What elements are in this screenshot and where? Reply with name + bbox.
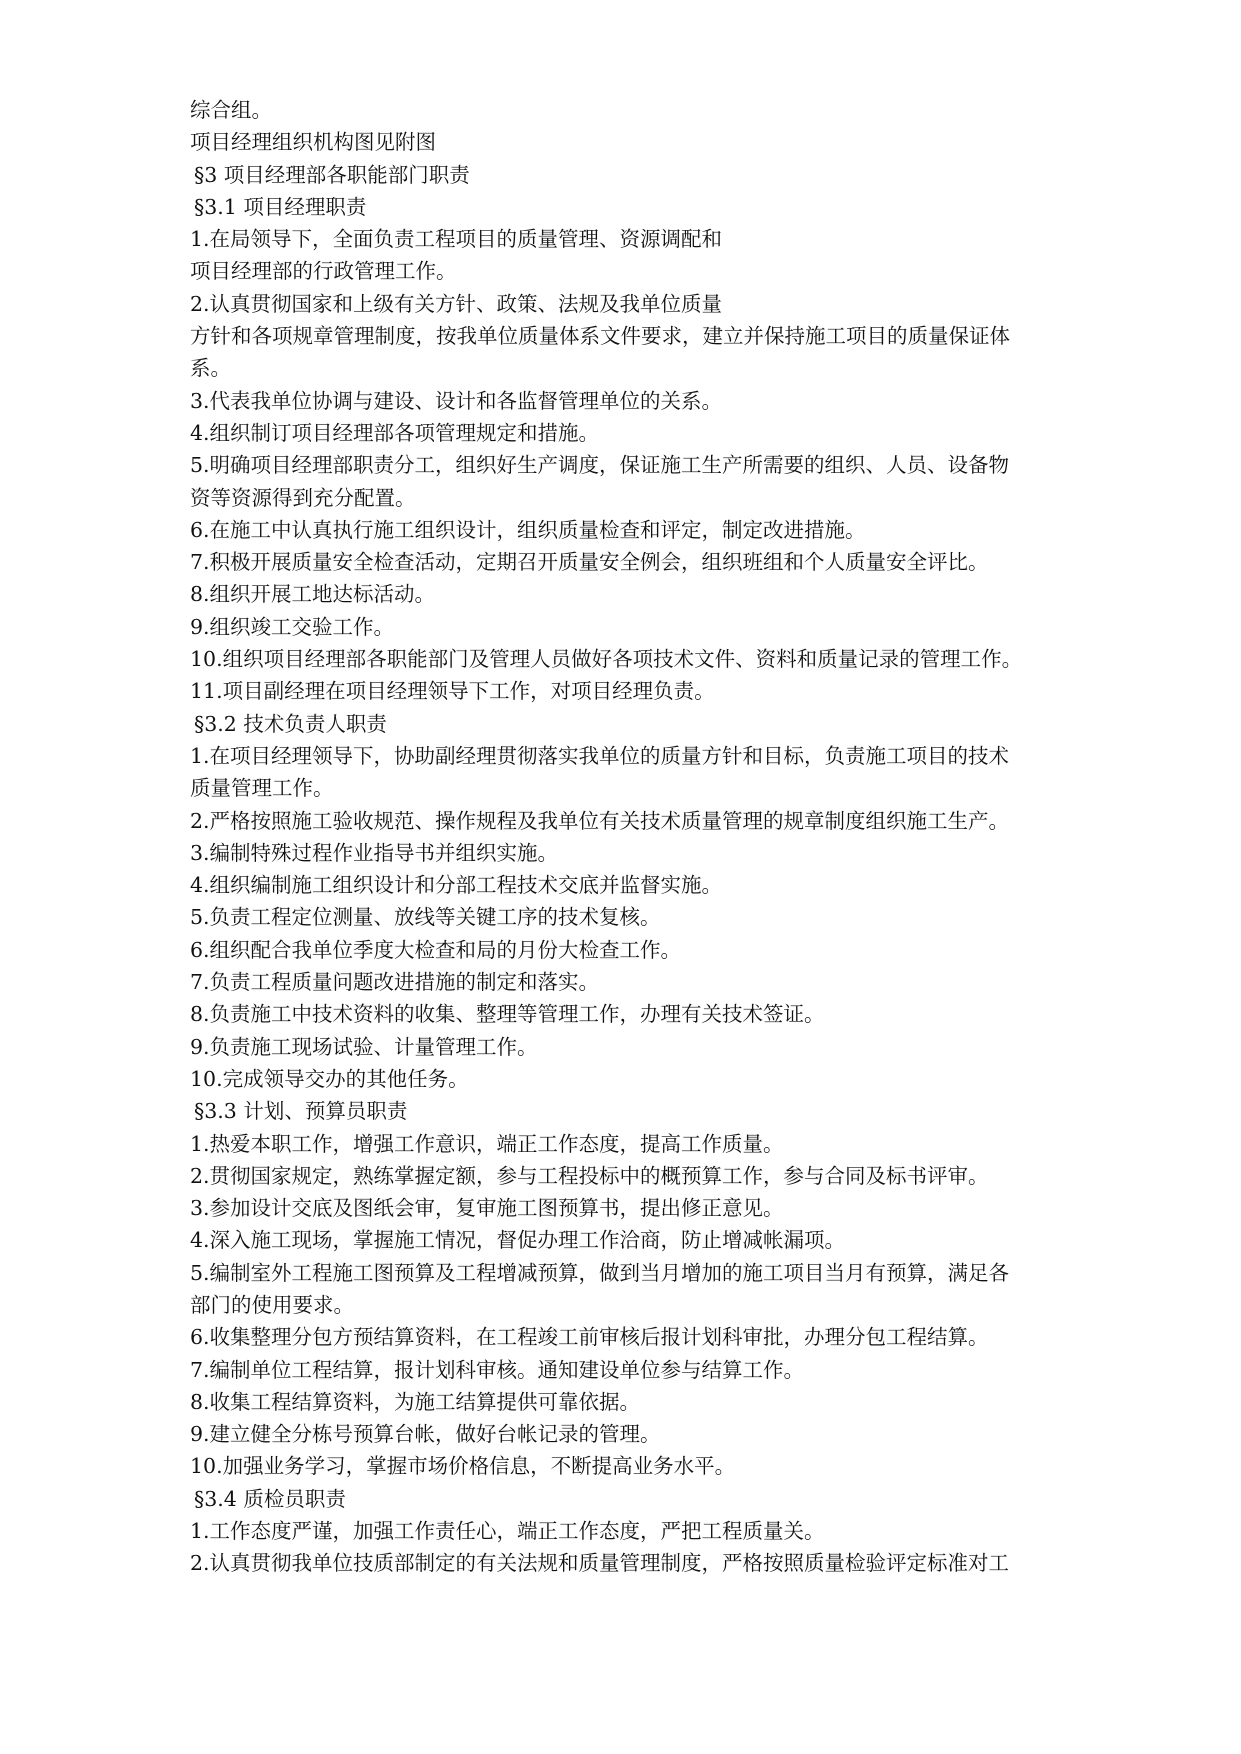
section-heading: §3 项目经理部各职能部门职责 bbox=[194, 162, 470, 187]
text-line: 6.收集整理分包方预结算资料，在工程竣工前审核后报计划科审批，办理分包工程结算。 bbox=[190, 1325, 989, 1350]
text-line: 8.收集工程结算资料，为施工结算提供可靠依据。 bbox=[190, 1389, 641, 1414]
text-line: 项目经理组织机构图见附图 bbox=[190, 130, 436, 155]
text-line: 2.认真贯彻国家和上级有关方针、政策、法规及我单位质量 bbox=[190, 291, 723, 316]
text-line: 10.组织项目经理部各职能部门及管理人员做好各项技术文件、资料和质量记录的管理工作。 bbox=[190, 647, 1023, 672]
text-line: 方针和各项规章管理制度，按我单位质量体系文件要求，建立并保持施工项目的质量保证体 bbox=[190, 324, 1010, 349]
text-line: 5.明确项目经理部职责分工，组织好生产调度，保证施工生产所需要的组织、人员、设备物 bbox=[190, 453, 1010, 478]
section-heading: §3.3 计划、预算员职责 bbox=[194, 1099, 408, 1124]
text-line: 1.在项目经理领导下，协助副经理贯彻落实我单位的质量方针和目标，负责施工项目的技术 bbox=[190, 743, 1010, 768]
text-line: 9.负责施工现场试验、计量管理工作。 bbox=[190, 1034, 538, 1059]
text-line: 2.严格按照施工验收规范、操作规程及我单位有关技术质量管理的规章制度组织施工生产。 bbox=[190, 808, 1010, 833]
text-line: 4.深入施工现场，掌握施工情况，督促办理工作洽商，防止增减帐漏项。 bbox=[190, 1228, 846, 1253]
document-body bbox=[190, 94, 1070, 1580]
text-line: 3.代表我单位协调与建设、设计和各监督管理单位的关系。 bbox=[190, 388, 723, 413]
text-line: 1.热爱本职工作，增强工作意识，端正工作态度，提高工作质量。 bbox=[190, 1131, 784, 1156]
text-line: 11.项目副经理在项目经理领导下工作，对项目经理负责。 bbox=[190, 679, 715, 704]
text-line: 系。 bbox=[190, 356, 231, 381]
text-line: 8.组织开展工地达标活动。 bbox=[190, 582, 436, 607]
text-line: 质量管理工作。 bbox=[190, 776, 334, 801]
text-line: 项目经理部的行政管理工作。 bbox=[190, 259, 457, 284]
section-heading: §3.4 质检员职责 bbox=[194, 1486, 346, 1511]
text-line: 10.加强业务学习，掌握市场价格信息，不断提高业务水平。 bbox=[190, 1454, 736, 1479]
text-line: 9.建立健全分栋号预算台帐，做好台帐记录的管理。 bbox=[190, 1422, 661, 1447]
text-line: 1.工作态度严谨，加强工作责任心，端正工作态度，严把工程质量关。 bbox=[190, 1519, 825, 1544]
text-line: 资等资源得到充分配置。 bbox=[190, 485, 416, 510]
text-line: 6.在施工中认真执行施工组织设计，组织质量检查和评定，制定改进措施。 bbox=[190, 517, 866, 542]
text-line: 5.编制室外工程施工图预算及工程增减预算，做到当月增加的施工项目当月有预算，满足各 bbox=[190, 1260, 1010, 1285]
text-line: 7.负责工程质量问题改进措施的制定和落实。 bbox=[190, 970, 600, 995]
text-line: 部门的使用要求。 bbox=[190, 1292, 354, 1317]
text-line: 综合组。 bbox=[190, 98, 272, 122]
text-line: 7.编制单位工程结算，报计划科审核。通知建设单位参与结算工作。 bbox=[190, 1357, 805, 1382]
text-line: 5.负责工程定位测量、放线等关键工序的技术复核。 bbox=[190, 905, 661, 930]
text-line: 9.组织竣工交验工作。 bbox=[190, 614, 395, 639]
text-line: 2.贯彻国家规定，熟练掌握定额，参与工程投标中的概预算工作，参与合同及标书评审。 bbox=[190, 1163, 989, 1188]
text-line: 3.参加设计交底及图纸会审，复审施工图预算书，提出修正意见。 bbox=[190, 1196, 784, 1221]
text-line: 3.编制特殊过程作业指导书并组织实施。 bbox=[190, 840, 559, 865]
section-heading: §3.1 项目经理职责 bbox=[194, 194, 367, 219]
text-line: 7.积极开展质量安全检查活动，定期召开质量安全例会，组织班组和个人质量安全评比。 bbox=[190, 550, 989, 575]
text-line: 4.组织编制施工组织设计和分部工程技术交底并监督实施。 bbox=[190, 873, 723, 898]
text-line: 4.组织制订项目经理部各项管理规定和措施。 bbox=[190, 420, 600, 445]
text-line: 1.在局领导下，全面负责工程项目的质量管理、资源调配和 bbox=[190, 227, 723, 252]
section-heading: §3.2 技术负责人职责 bbox=[194, 711, 387, 736]
text-line: 6.组织配合我单位季度大检查和局的月份大检查工作。 bbox=[190, 937, 682, 962]
text-line: 2.认真贯彻我单位技质部制定的有关法规和质量管理制度，严格按照质量检验评定标准对工 bbox=[190, 1551, 1010, 1576]
text-line: 10.完成领导交办的其他任务。 bbox=[190, 1066, 469, 1091]
text-line: 8.负责施工中技术资料的收集、整理等管理工作，办理有关技术签证。 bbox=[190, 1002, 825, 1027]
